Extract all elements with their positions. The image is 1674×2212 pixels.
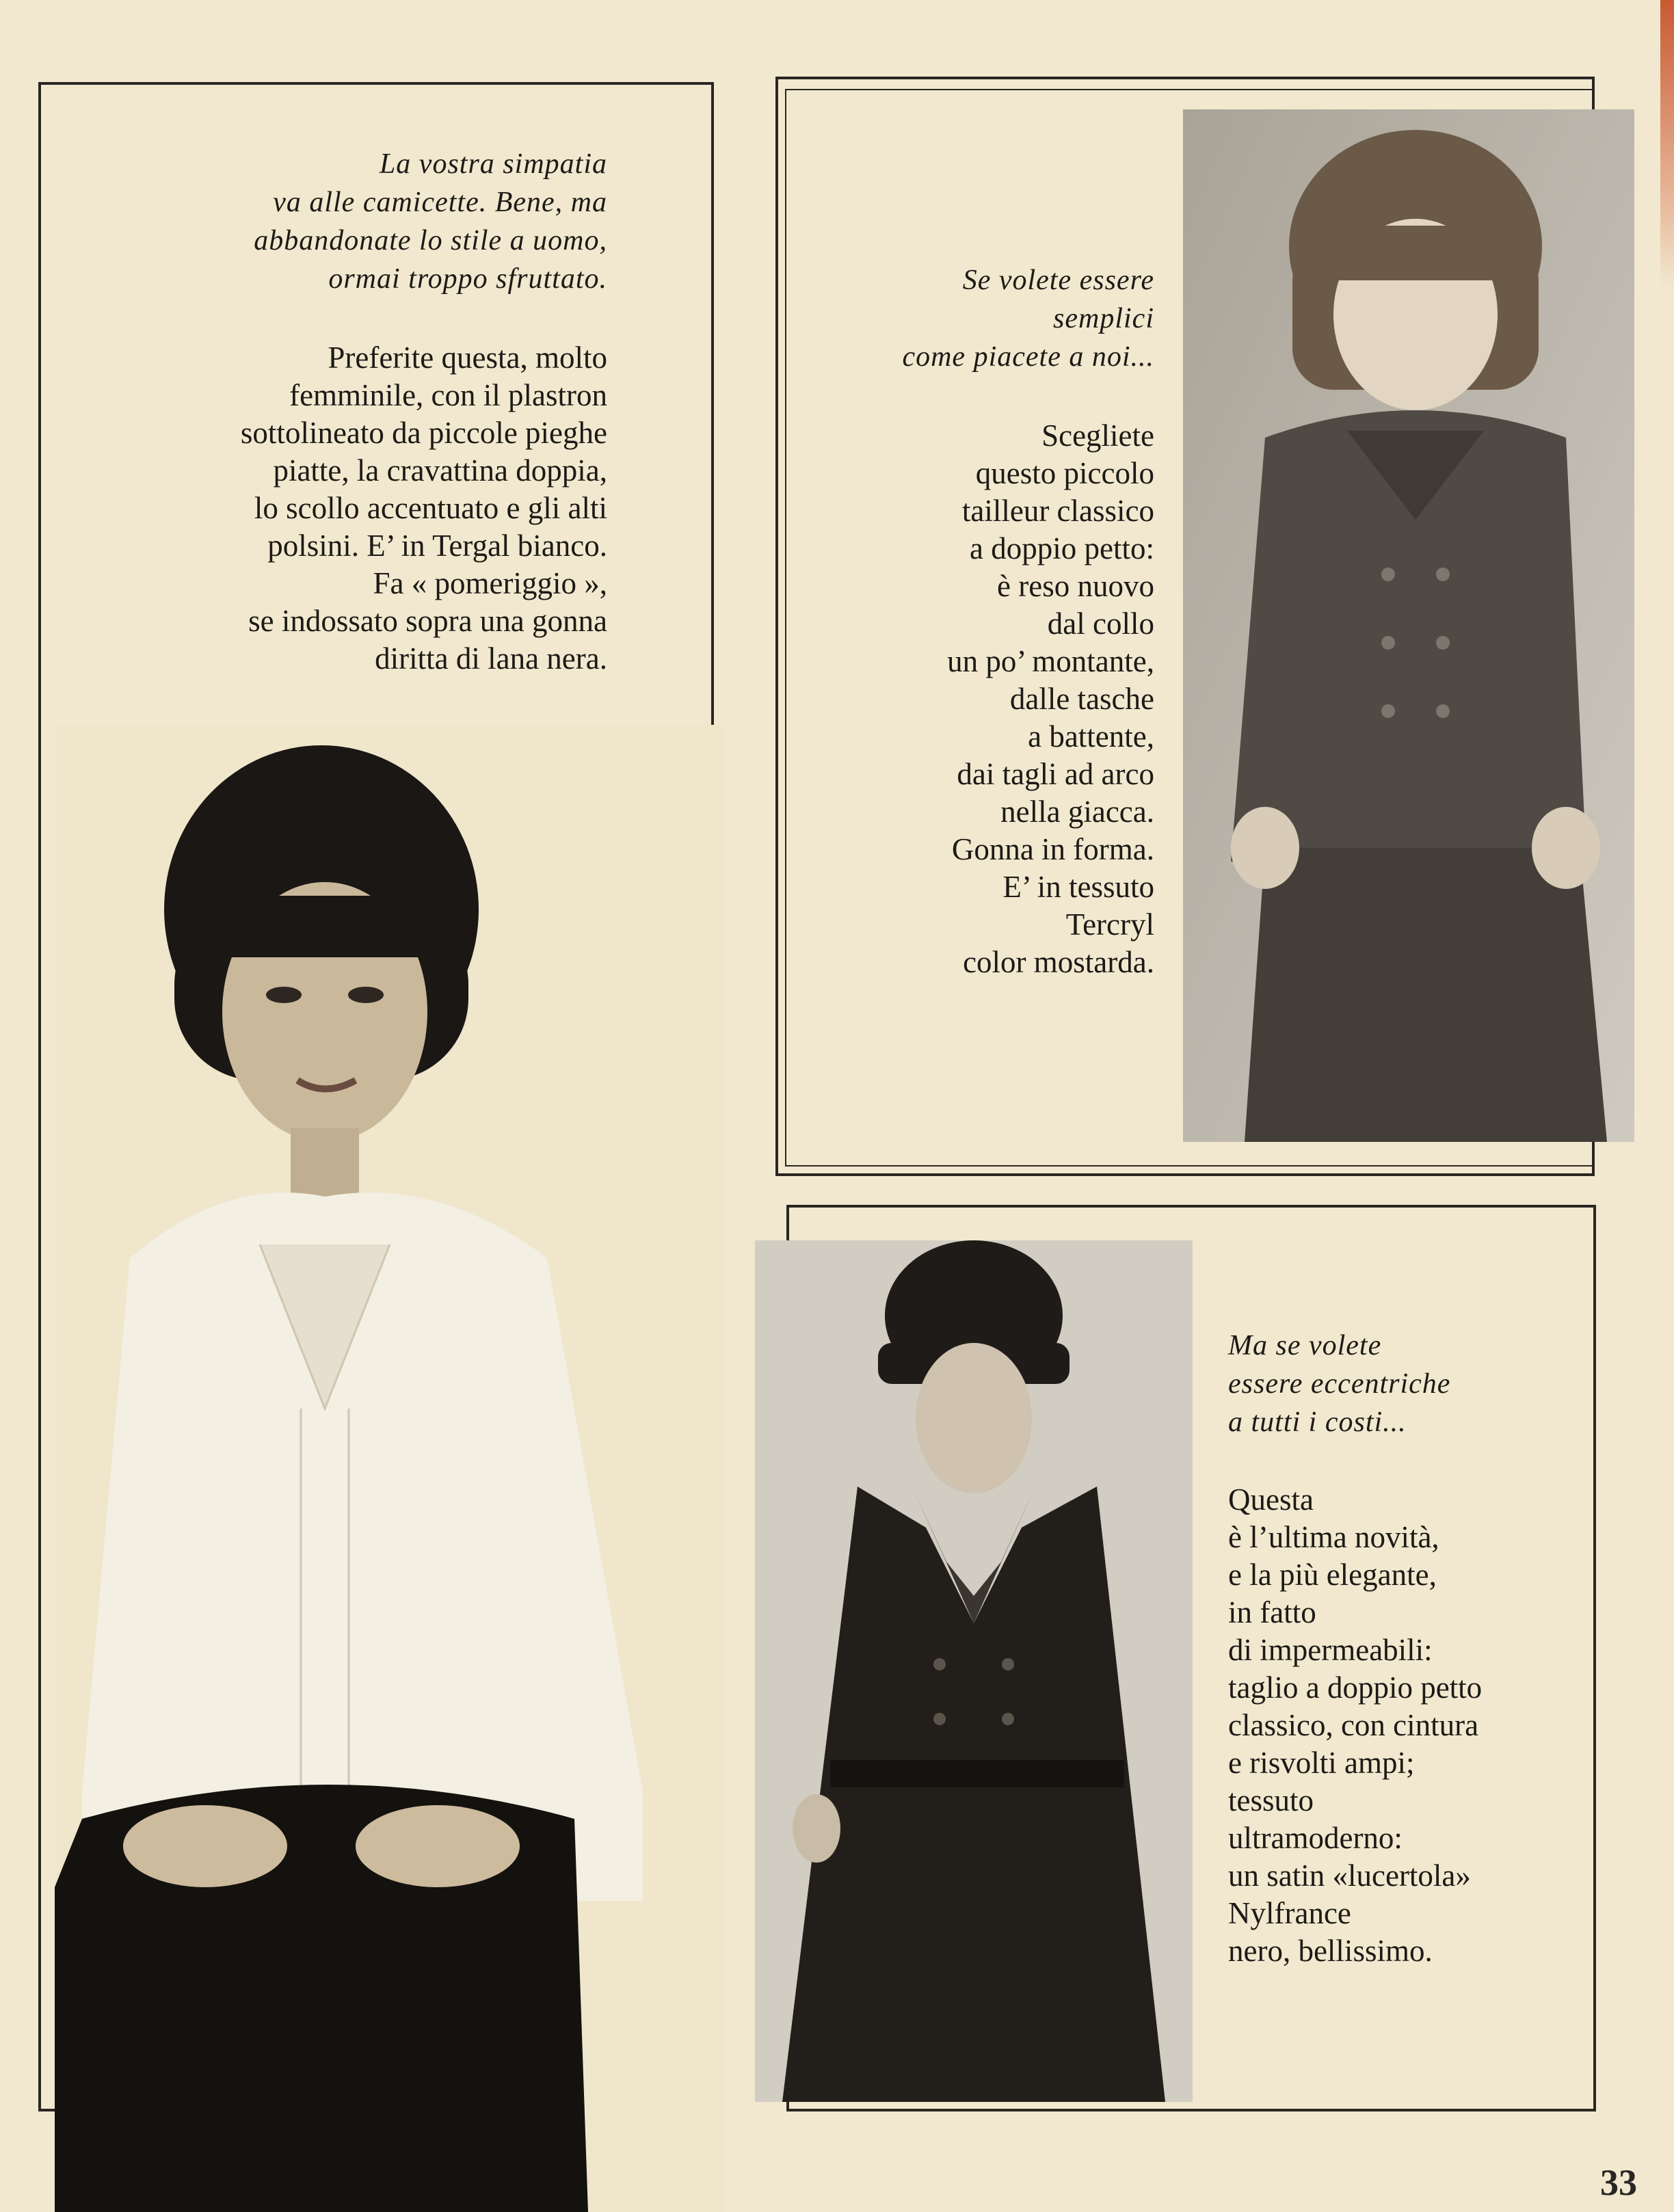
text-line: questo piccolo (975, 456, 1154, 490)
text-line: diritta di lana nera. (375, 641, 607, 676)
bottom-right-intro-text (1228, 1327, 1584, 1441)
text-line: tessuto (1228, 1783, 1314, 1817)
photo-raincoat (755, 1240, 1193, 2102)
text-line: se indossato sopra una gonna (248, 604, 607, 638)
text-line: Scegliete (1041, 418, 1154, 453)
text-line: in fatto (1228, 1595, 1316, 1629)
left-body-text (60, 339, 607, 678)
text-line: dalle tasche (1009, 682, 1154, 716)
text-line: va alle camicette. Bene, ma (273, 187, 607, 218)
page-number: 33 (1600, 2162, 1637, 2203)
text-line: è l’ultima novità, (1228, 1520, 1439, 1554)
text-line: Questa (1228, 1482, 1314, 1517)
text-line: femminile, con il plastron (289, 378, 607, 412)
text-line: color mostarda. (963, 945, 1154, 979)
text-line: semplici (1053, 303, 1154, 334)
photo-tailleur (1183, 109, 1634, 1142)
text-line: sottolineato da piccole pieghe (240, 416, 607, 450)
top-right-intro-text (799, 261, 1154, 376)
text-line: La vostra simpatia (379, 148, 607, 180)
text-line: nella giacca. (1000, 795, 1154, 829)
page-edge-color (1660, 0, 1674, 287)
text-line: polsini. E’ in Tergal bianco. (267, 529, 607, 563)
text-line: nero, bellissimo. (1228, 1934, 1433, 1968)
text-line: essere eccentriche (1228, 1368, 1451, 1400)
text-line: Gonna in forma. (951, 832, 1154, 866)
text-line: Tercryl (1065, 907, 1154, 942)
text-line: ultramoderno: (1228, 1821, 1403, 1855)
text-line: di impermeabili: (1228, 1633, 1433, 1667)
text-line: lo scollo accentuato e gli alti (254, 491, 607, 525)
text-line: Nylfrance (1228, 1896, 1351, 1930)
text-line: come piacete a noi... (902, 341, 1154, 373)
text-line: un po’ montante, (947, 644, 1154, 678)
text-line: E’ in tessuto (1002, 870, 1154, 904)
text-line: tailleur classico (961, 494, 1154, 528)
text-line: a battente, (1028, 719, 1154, 754)
text-line: a tutti i costi... (1228, 1407, 1407, 1438)
text-line: abbandonate lo stile a uomo, (254, 225, 607, 256)
text-line: Fa « pomeriggio », (373, 566, 607, 600)
text-line: piatte, la cravattina doppia, (273, 453, 607, 488)
text-line: a doppio petto: (970, 531, 1154, 565)
text-line: è reso nuovo (997, 569, 1154, 603)
photo-white-blouse (55, 725, 725, 2212)
text-line: Ma se volete (1228, 1330, 1382, 1361)
text-line: e la più elegante, (1228, 1558, 1437, 1592)
left-intro-text (88, 145, 607, 298)
bottom-right-body-text (1228, 1481, 1611, 1970)
text-line: ormai troppo sfruttato. (328, 263, 607, 295)
text-line: un satin «lucertola» (1228, 1858, 1471, 1893)
text-line: e risvolti ampi; (1228, 1746, 1415, 1780)
text-line: Se volete essere (962, 265, 1154, 296)
text-line: dai tagli ad arco (957, 757, 1154, 791)
text-line: Preferite questa, molto (328, 341, 607, 375)
text-line: dal collo (1047, 607, 1154, 641)
top-right-body-text (799, 417, 1154, 981)
text-line: classico, con cintura (1228, 1708, 1479, 1742)
text-line: taglio a doppio petto (1228, 1670, 1483, 1705)
